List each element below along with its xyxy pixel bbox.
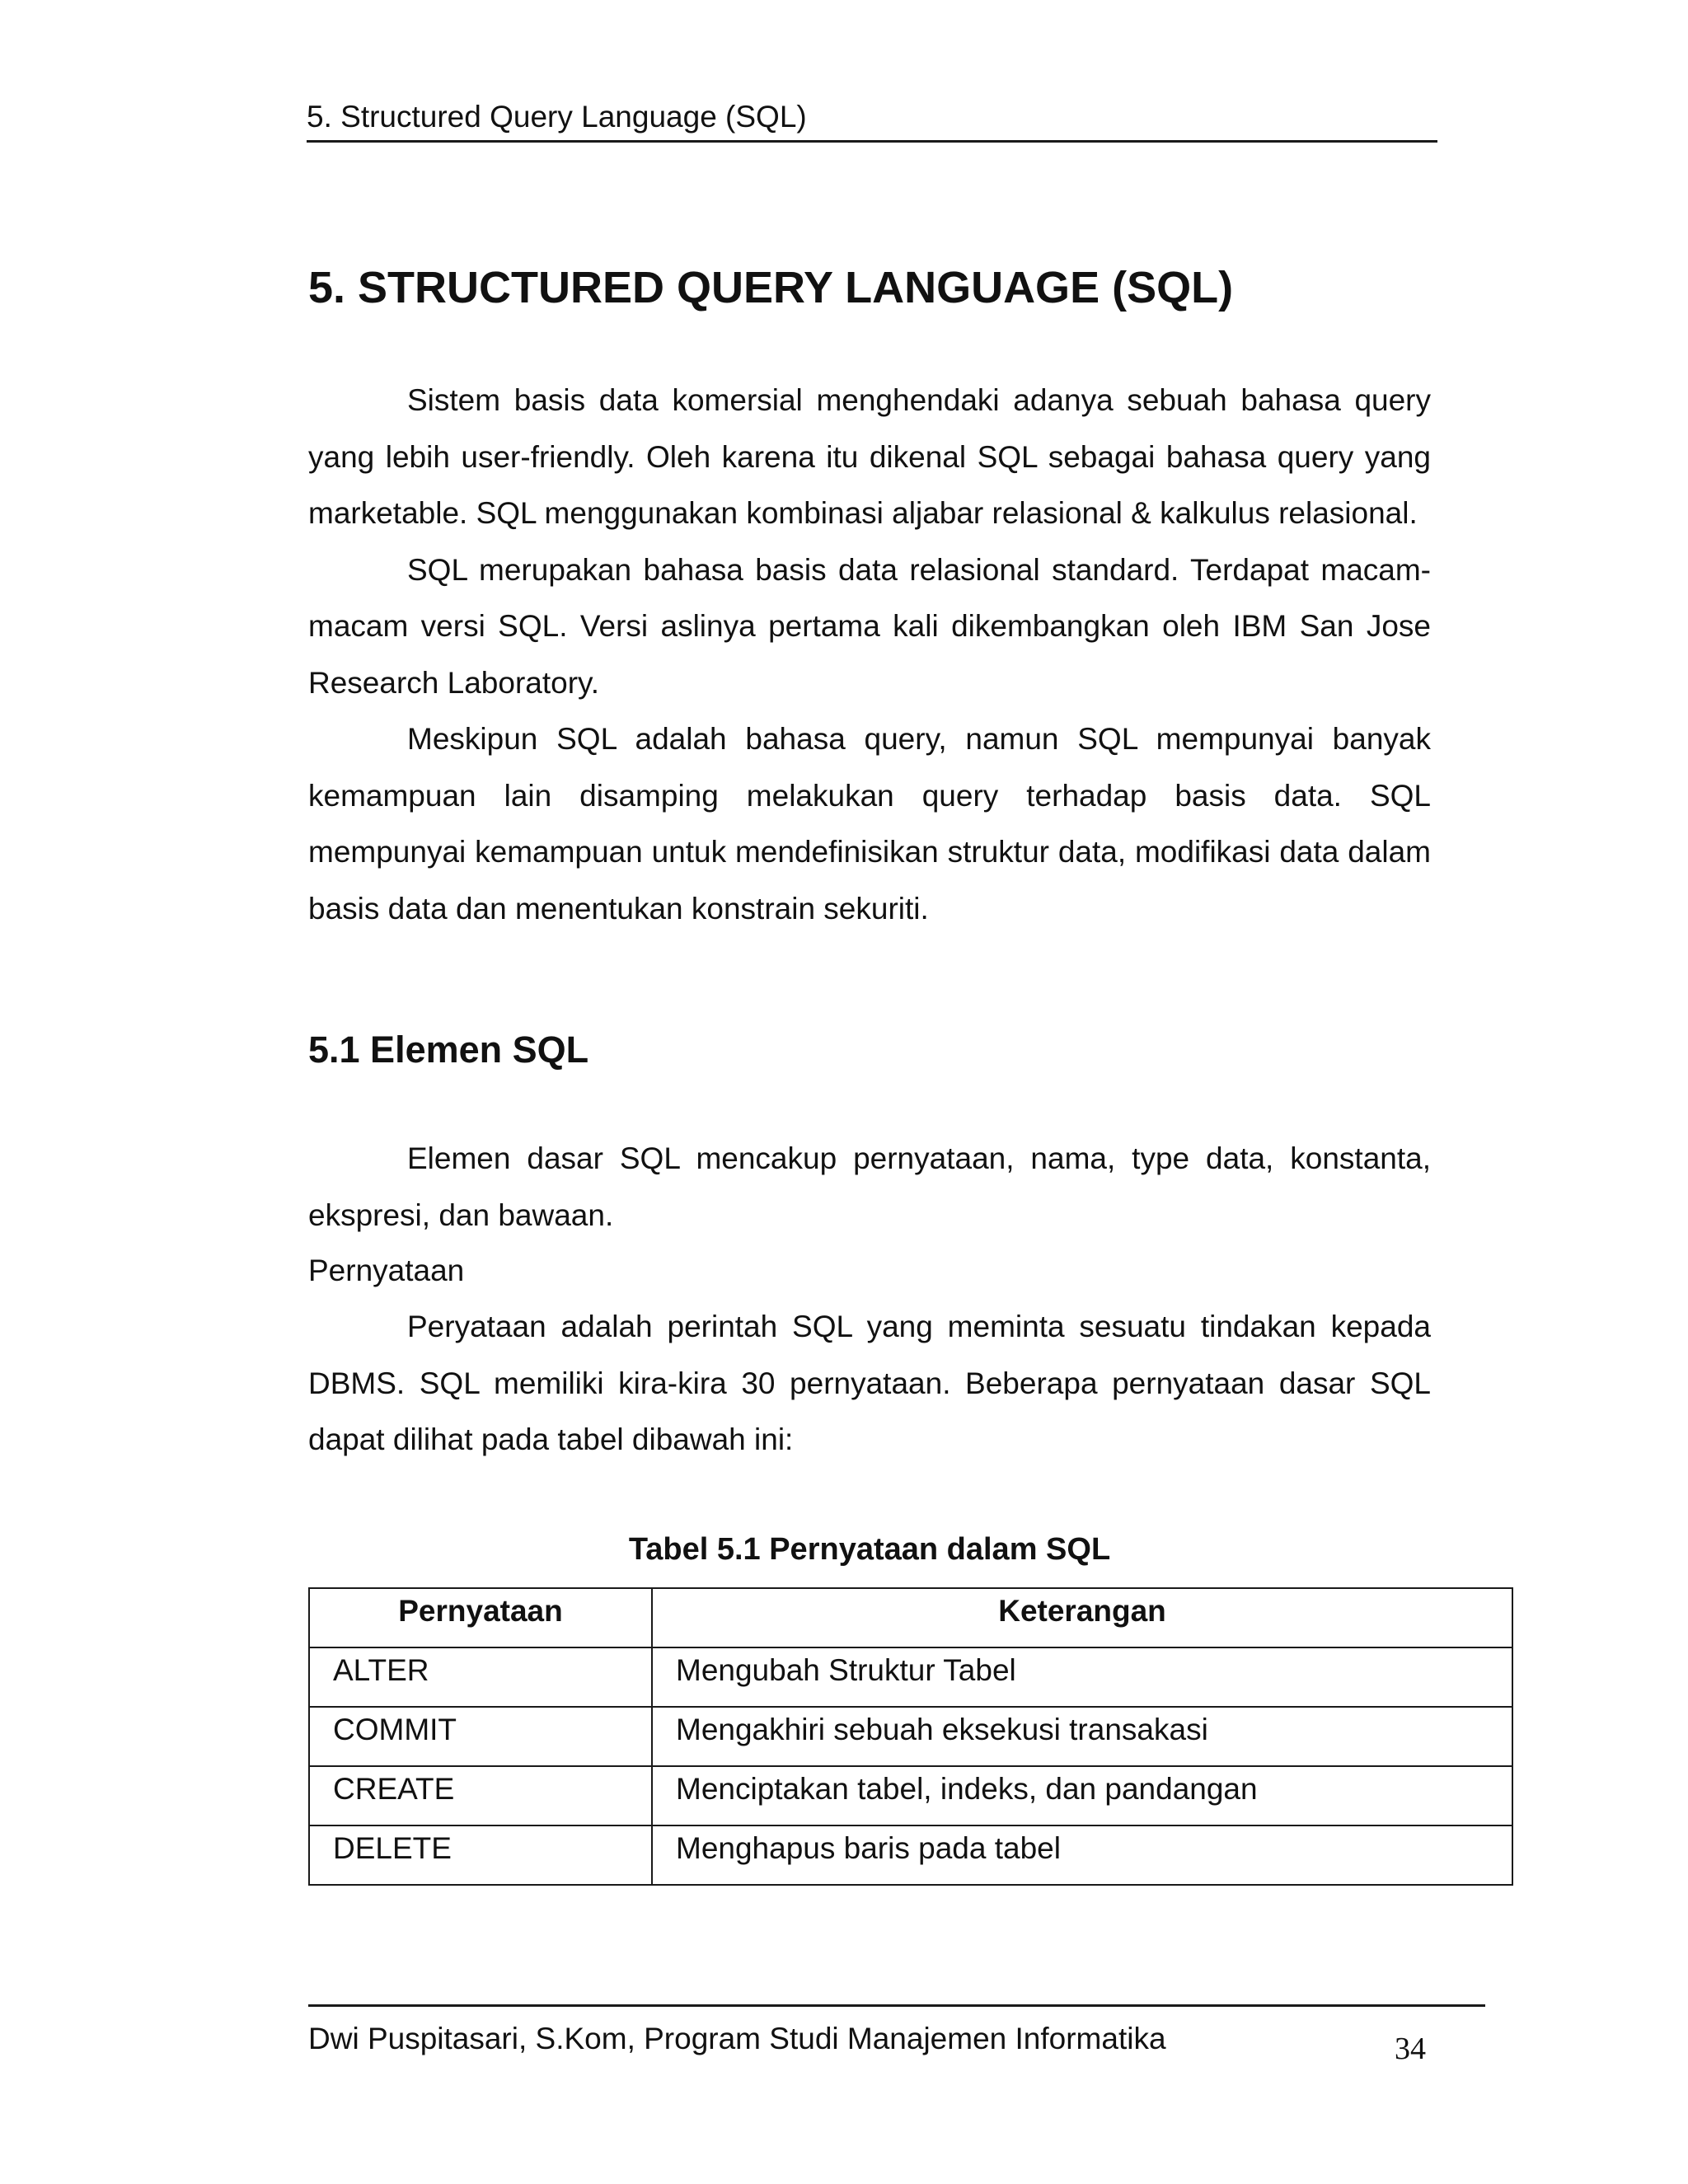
description-cell: Mengakhiri sebuah eksekusi transakasi xyxy=(652,1707,1512,1766)
chapter-title: 5. STRUCTURED QUERY LANGUAGE (SQL) xyxy=(308,263,1234,312)
section-text-1 xyxy=(308,1131,1431,1244)
statement-cell: DELETE xyxy=(309,1825,652,1885)
intro-text xyxy=(308,373,1431,937)
column-header-pernyataan: Pernyataan xyxy=(309,1588,652,1647)
statement-cell: CREATE xyxy=(309,1766,652,1825)
section-heading: 5.1 Elemen SQL xyxy=(308,1029,589,1071)
statement-cell: ALTER xyxy=(309,1647,652,1707)
table-row xyxy=(309,1707,1512,1766)
footer-author: Dwi Puspitasari, S.Kom, Program Studi Manajemen Informatika xyxy=(308,2022,1166,2055)
subheading-pernyataan: Pernyataan xyxy=(308,1254,465,1287)
intro-paragraph-1: Sistem basis data komersial menghendaki adanya sebuah bahasa query yang lebih user-friendly. Oleh karena itu dikenal SQL sebagai bahasa query yang marketable. SQL menggunakan kombinasi aljabar relasional & kalkulus relasional. xyxy=(308,383,1431,530)
table-row xyxy=(309,1647,1512,1707)
description-cell: Menciptakan tabel, indeks, dan pandangan xyxy=(652,1766,1512,1825)
intro-paragraph-2: SQL merupakan bahasa basis data relasional standard. Terdapat macam-macam versi SQL. Versi aslinya pertama kali dikembangkan oleh IBM San Jose Research Laboratory. xyxy=(308,552,1431,700)
statement-cell: COMMIT xyxy=(309,1707,652,1766)
section-paragraph-2: Peryataan adalah perintah SQL yang meminta sesuatu tindakan kepada DBMS. SQL memiliki kira-kira 30 pernyataan. Beberapa pernyataan dasar SQL dapat dilihat pada tabel dibawah ini: xyxy=(308,1310,1431,1456)
column-header-keterangan: Keterangan xyxy=(652,1588,1512,1647)
section-text-2 xyxy=(308,1299,1431,1469)
description-cell: Menghapus baris pada tabel xyxy=(652,1825,1512,1885)
sql-statements-table xyxy=(308,1587,1513,1886)
running-header: 5. Structured Query Language (SQL) xyxy=(307,99,1437,143)
description-cell: Mengubah Struktur Tabel xyxy=(652,1647,1512,1707)
section-paragraph-1: Elemen dasar SQL mencakup pernyataan, nama, type data, konstanta, ekspresi, dan bawaan. xyxy=(308,1141,1431,1232)
table-header-row xyxy=(309,1588,1512,1647)
table-row xyxy=(309,1825,1512,1885)
table-caption: Tabel 5.1 Pernyataan dalam SQL xyxy=(628,1532,1111,1567)
footer-divider xyxy=(308,2004,1485,2007)
table-row xyxy=(309,1766,1512,1825)
intro-paragraph-3: Meskipun SQL adalah bahasa query, namun SQL mempunyai banyak kemampuan lain disamping melakukan query terhadap basis data. SQL mempunyai kemampuan untuk mendefinisikan struktur data, modifikasi data dalam basis data dan menentukan konstrain sekuriti. xyxy=(308,722,1431,926)
page-number: 34 xyxy=(1395,2032,1426,2066)
